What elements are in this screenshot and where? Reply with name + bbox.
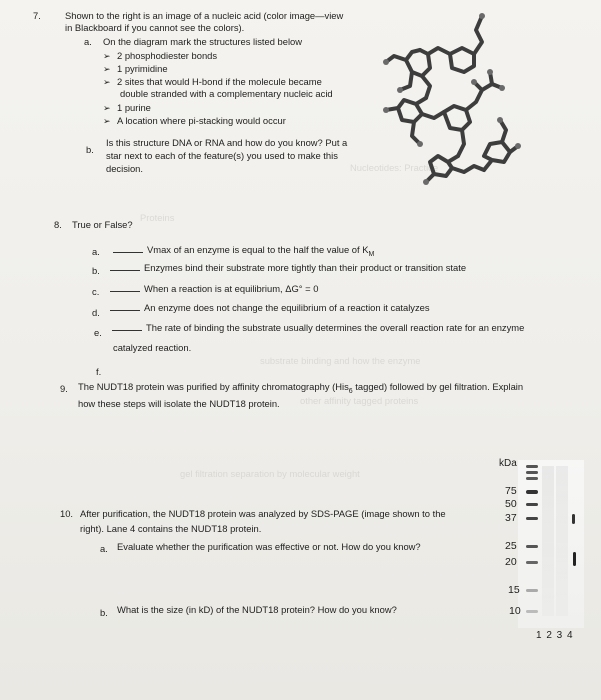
arrow-bullet-icon: ➢ [103,77,111,87]
q7b-text-line2: star next to each of the feature(s) you used to make this [106,150,338,161]
marker-label-25: 25 [505,540,517,552]
q7a-text: On the diagram mark the structures listed below [103,36,303,47]
marker-label-50: 50 [505,498,517,510]
q7b-text-line3: decision. [106,163,144,174]
q8-title: True or False? [72,219,133,230]
gel-unit-label: kDa [499,458,517,469]
bleed-through-text: other affinity tagged proteins [300,395,419,406]
q8a-statement: Vmax of an enzyme is equal to the half the value of $K_M$ [113,244,374,261]
gel-band [526,465,538,468]
q8f-letter: f. [96,366,102,377]
arrow-bullet-icon: ➢ [103,64,111,74]
q8b-letter: b. [92,265,100,276]
answer-blank[interactable] [110,262,140,271]
q10a-letter: a. [100,543,108,554]
q8d-letter: d. [92,307,100,318]
list-item: ➢ 1 pyrimidine [103,63,168,74]
answer-blank[interactable] [112,322,142,331]
bleed-through-text: substrate binding and how the enzyme [260,355,421,366]
q7a-letter: a. [84,36,92,47]
q10a-text: Evaluate whether the purification was effective or not. How do you know? [117,541,421,552]
sds-page-gel-image [496,456,590,648]
bleed-through-text: gel filtration separation by molecular weight [180,468,360,479]
q7-text-line2: in Blackboard if you cannot see the colors). [65,22,245,33]
list-item: ➢ 2 phosphodiester bonds [103,50,218,61]
q8c-letter: c. [92,286,100,297]
q8c-statement: When a reaction is at equilibrium, ΔG° = 0 [110,283,318,295]
q9-text-line1: The NUDT18 protein was purified by affinity chromatography (His$_6$ tagged) followed by gel filtration. Explain [78,381,524,395]
q8e-statement-continuation: catalyzed reaction. [113,342,192,353]
gel-band [526,471,538,474]
gel-band [526,517,538,520]
q7b-text-line1: Is this structure DNA or RNA and how do you know? Put a [106,137,348,148]
gel-band [526,490,538,494]
marker-label-20: 20 [505,556,517,568]
q10-text-line1: After purification, the NUDT18 protein was analyzed by SDS-PAGE (image shown to the [80,508,446,519]
arrow-bullet-icon: ➢ [103,103,111,113]
q8-number: 8. [54,219,62,230]
gel-lane-numbers: 1 2 3 4 [536,630,574,641]
marker-label-10: 10 [509,605,521,617]
q10-text-line2: right). Lane 4 contains the NUDT18 protein. [80,523,262,534]
q9-text-line2: how these steps will isolate the NUDT18 protein. [78,398,280,409]
nucleic-acid-structure-image [372,10,522,195]
q8d-statement: An enzyme does not change the equilibrium of a reaction it catalyzes [110,302,430,314]
list-item-continuation: double stranded with a complementary nucleic acid [120,88,333,99]
gel-band [526,589,538,592]
answer-blank[interactable] [110,302,140,311]
gel-lane-smear [542,466,554,616]
q8a-letter: a. [92,246,100,257]
q8e-statement: The rate of binding the substrate usually determines the overall reaction rate for an enzyme [112,322,524,334]
q8e-letter: e. [94,327,102,338]
answer-blank[interactable] [110,283,140,292]
q10b-letter: b. [100,607,108,618]
bleed-through-text: Nucleotides: Practice [350,162,439,173]
q10b-text: What is the size (in kD) of the NUDT18 protein? How do you know? [117,604,397,615]
list-item: ➢ 1 purine [103,102,151,113]
gel-band [572,514,575,524]
marker-label-15: 15 [508,584,520,596]
q8b-statement: Enzymes bind their substrate more tightly than their product or transition state [110,262,466,274]
q9-number: 9. [60,383,68,394]
arrow-bullet-icon: ➢ [103,51,111,61]
answer-blank[interactable] [113,244,143,253]
gel-band [526,610,538,613]
gel-lane-smear [556,466,568,616]
bleed-through-text: Proteins [140,212,175,223]
gel-band [526,545,538,548]
arrow-bullet-icon: ➢ [103,116,111,126]
q7-number: 7. [33,10,41,21]
gel-band [526,503,538,506]
list-item: ➢ 2 sites that would H-bond if the molecule became [103,76,322,87]
gel-band [573,552,576,566]
q7-text-line1: Shown to the right is an image of a nucleic acid (color image—view [65,10,344,21]
q7b-letter: b. [86,144,94,155]
marker-label-75: 75 [505,485,517,497]
gel-band [526,477,538,480]
list-item: ➢ A location where pi-stacking would occur [103,115,286,126]
q10-number: 10. [60,508,74,519]
marker-label-37: 37 [505,512,517,524]
gel-band [526,561,538,564]
